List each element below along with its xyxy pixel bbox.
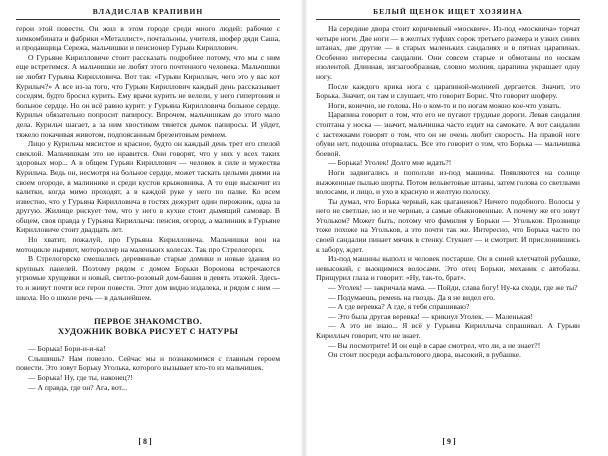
paragraph: Но хватит, пожалуй, про Гурьяна Кирилловича. Мальчишки вон на мотоцикле ныряют, мотороллер на маленьких колесах. Так про Стрелогорск. (16, 235, 280, 254)
paragraph: После каждого крика нога с царапиной-молнией дергается. Значит, это Борька. Значит, он там и слушает, что говорит Борис. Что говорит шоферу. (316, 81, 580, 101)
paragraph: О Гурьяне Кирилловиче стоит рассказать подробнее потому, что мы с ним еще встретимся. А мальчишки не любят этого почтенного человека. Мальчишки не любят Гурьяна Кирилловича. Вот так: «Гурьян Кириллыч, чего это у вас кот Курилыч?» А все из-за того, что Гурьян Кириллович каждый день рассказывает соседям, будто бросил курить. Ему врачи курить не велели, у него гипертония и больное сердце. Но он всё равно курит: у Гурьяна Кирилловича больное сердце. Курильч обязательно попросит папиросу. Впрочем, мальчишкам до этого мало дела. Курильч шагает, а за ним хвостиком тянется дымок папиросы. И уйдет, тяжело покачивая животом, подпоясанным брезентовым ремнем. (16, 52, 280, 139)
paragraph: Лицо у Курильча мясистое и красное, будто он каждый день трет его спелой свеклой. Мальчишкам это не нравится. Они говорят, что у них у всех таких здоровых мор... А в общем Гурьян Кириллович — человек в силе и мужества Курильча. Ведь он, несмотря на больное сердце, может таскать целыми днями на своем огороде, в малиннике и среди кустов крыжовника. А то еще выскочит из калитки, когда мимо проходят, а в каждой руке у него по палке. Ко всем известно, что у Гурьяна Кирилловича в гостях дежурит один пирожник, одна за другую. Жилище рискует тем, что у него в кухне стоит дымящий самовар. В общем, своя правда у Гурьяна Кириллыча: пенсия, огород, а малинник в Гурьяне Кирилловиче стоит двадцать лет. (16, 139, 280, 235)
paragraph: Царапина говорит о том, что его не пугают трудные дороги. Левая сандалия стоптана у носка — значит, мальчишка часто ездит на самокате. А вот сандалии с застежками говорят о том, что он не очень любит скорость. На правой ноге обуви нет, подошва оторвалась. Все это говорит о том, что Борька — мальчишка боевой. (316, 110, 580, 158)
paragraph: Ноги задвигались и поползли из-под машины. Появляются на солнце выжженные пылью шорты. Потом вельветовые штаны, затем голова со светлыми волосами, и лицо, и ухо в красную и желтую полоску. (316, 167, 580, 197)
paragraph: — Борька! Бори-и-и-ка! (28, 344, 106, 354)
paragraph: — Борька! Уголек! Долго мне ждать?! (328, 158, 452, 168)
paragraph: — А где веревка? А где, я тебя спрашиваю? (328, 302, 470, 312)
paragraph: — А это не знаю... Я всё у Гурьяна Кириллыча спрашивал. А Гурьян Кириллыч говорит, что не знает. (316, 321, 580, 340)
chapter-heading (16, 316, 280, 336)
header-rule-right (316, 19, 580, 20)
chapter-heading-line-1: ПЕРВОЕ ЗНАКОМСТВО. (93, 316, 203, 327)
paragraph: герои этой повести. Он жил в этом городе среди много людей: рабочие с химкомбината и фабрики «Металлист», почтальоны, учителя, шофер дяди Саша, и продавщица Сережа, мальчишки и пенсионер Гурьян Кириллович. (16, 24, 280, 53)
right-page (304, 0, 594, 456)
paragraph: Он стоит посреди асфальтового двора, высокий, в рубашке. (328, 350, 521, 360)
paragraph: — Уголек! — закричала мама. — Пойди, слава богу! Ну-ка сходи, где же ты? (328, 283, 578, 293)
header-rule-left (16, 19, 280, 20)
left-body-text (16, 24, 280, 302)
paragraph: На середине двора стоит коричневый «москвич». Из-под «москвича» торчат четыре ноги. Две ноги — в желтых туфлях сорок третьего размера и узких синих штанах, две другие — в старых маленьких сандалиях и в пятнах царапинах. Особенно интересны сандалии. Они совсем старые и обмотаны по носкам изолентой. Длинная, зигзагообразная, словно молния, царапина украшает одну ногу. (316, 24, 580, 81)
paragraph: — Борька! Ну, где ты, наконец?! (28, 373, 133, 382)
chapter-heading-line-2: ХУДОЖНИК ВОВКА РИСУЕТ С НАТУРЫ (57, 326, 239, 337)
paragraph: — Подумаешь, ремень на гвоздь. Да я не видел его. (328, 292, 495, 302)
left-page (0, 0, 290, 456)
running-head-left: ВЛАДИСЛАВ КРАПИВИН (92, 7, 204, 16)
right-body-text (316, 24, 580, 360)
left-body-text-after-heading (16, 344, 280, 392)
paragraph: — А правда, где он? Ага, вот... (28, 382, 127, 392)
paragraph: Ты думал, что Борька черный, как цыганенок? Ничего подобного. Волосы у него не светлые, но и не черные, а самые обыкновенные. А почему же его зовут Угольком? Может быть, потому что фамилия у Борьки — Угольков. Прозвище тоже похоже на Угольков, а это почти так же. Интересно, что Борька часто по своей сандалии пинает мячик в стенку. Стукнет — и смотрит. И прислонившись к забору, ждет. (316, 196, 580, 254)
paragraph: — Это была другая веревка! — крикнул Уголек. — Маленькая! (328, 311, 533, 321)
paragraph: Из-под машины выполз и человек постарше. Он в синей клетчатой рубашке, невысокий, с вьющимися волосами. Это отец Борьки, механик с автобазы. Прищурил глаза и говорит: «Ну, так-то, брат». (316, 254, 580, 283)
paragraph: В Стрелогорске смешались деревянные старые домики и новые здания из крупных панелей. Поэтому рядом с домом Борьки Воронова встречаются угрюмые хрущевки и новый, светло-розовый дом-башня в девять этажей. Здесь-то и живут почти все герои повести. Этот дом видно издалека, и рядом с ним — школа. Но о школе речь — в дальнейшем. (16, 254, 280, 302)
page-number-left: [ 8 ] (138, 437, 152, 446)
paragraph: Ноги, конечно, не голова. Но о ком-то и по ногам можно кое-что узнать. (328, 100, 562, 110)
paragraph: — Вы посмотрите! И он ещё в сарае смотрел, что ли, а не знает?! (328, 340, 541, 350)
running-head-right: БЕЛЫЙ ЩЕНОК ИЩЕТ ХОЗЯИНА (373, 7, 523, 16)
paragraph: Слышишь? Нам повезло. Сейчас мы и познакомимся с главным героем повести. Это зовут Борьку Уголька, которого вызывает кто-то из мальчишек. (16, 353, 280, 373)
page-number-right: [ 9 ] (442, 437, 456, 446)
